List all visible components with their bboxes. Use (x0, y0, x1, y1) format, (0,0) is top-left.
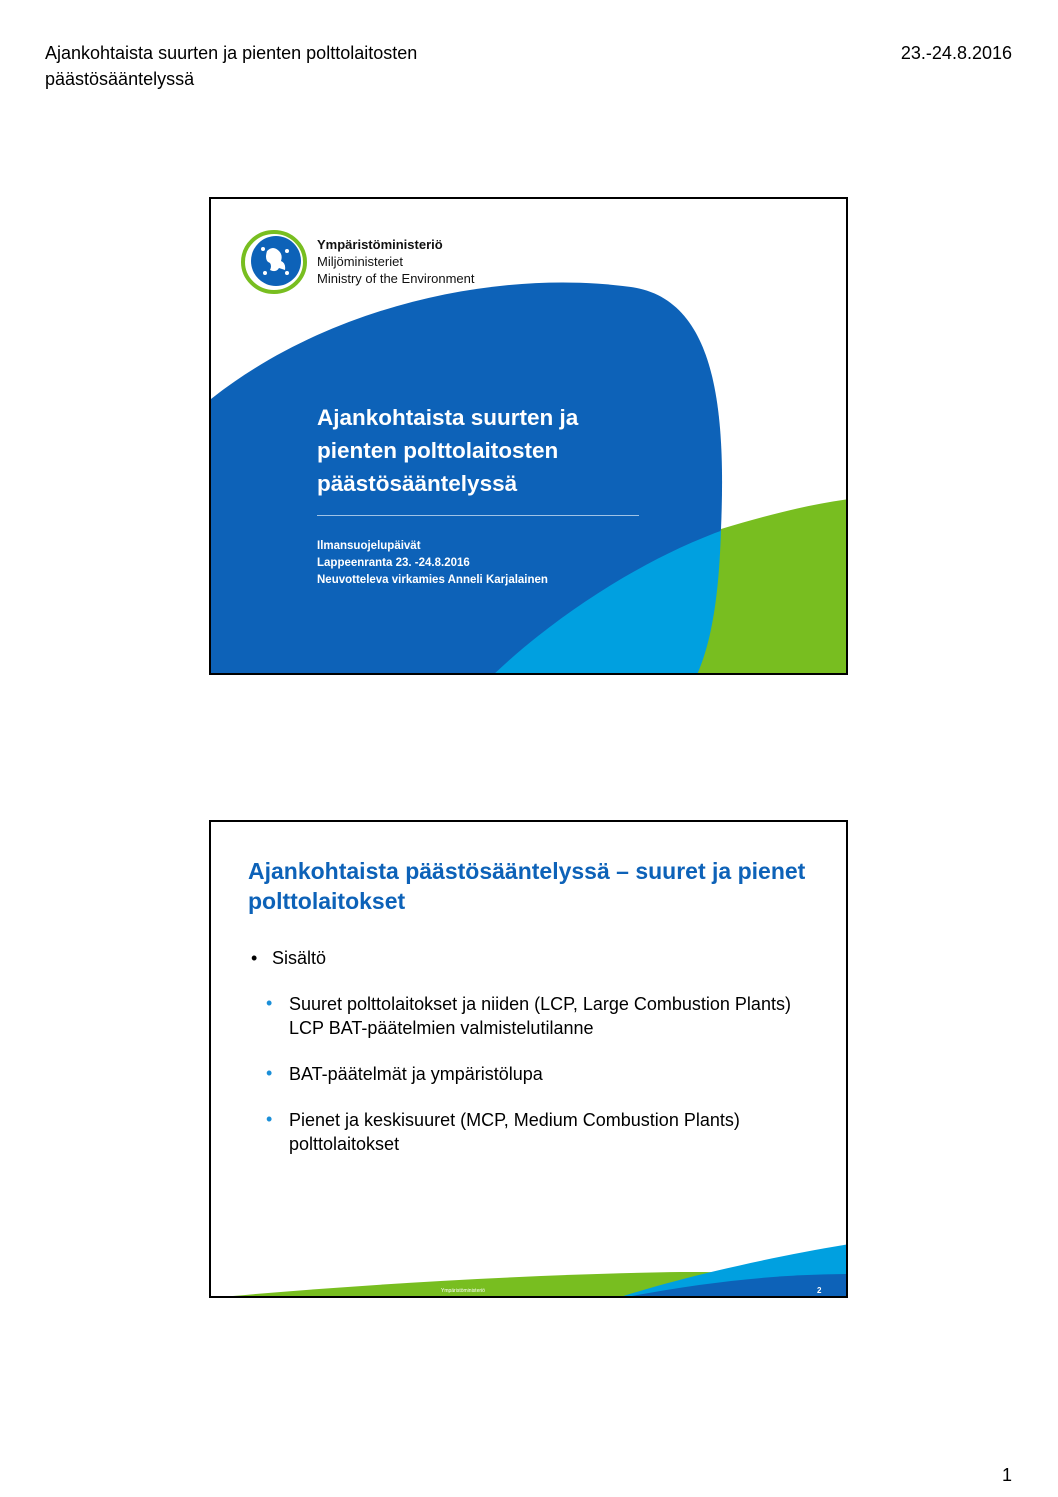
bullet-dot-icon: • (266, 1063, 273, 1083)
slide-1-subtitle (317, 538, 637, 589)
ministry-name-sv: Miljöministeriet (317, 254, 403, 269)
event-name: Ilmansuojelupäivät (317, 540, 421, 552)
ministry-name-fi: Ympäristöministeriö (317, 237, 443, 252)
presenter: Neuvotteleva virkamies Anneli Karjalainen (317, 574, 548, 586)
sub-bullet-text: Suuret polttolaitokset ja niiden (LCP, Large Combustion Plants) LCP BAT-päätelmien valmistelutilanne (289, 994, 791, 1038)
slide-1 (209, 197, 848, 675)
bullet-dot-icon: • (266, 993, 273, 1013)
slide-footer-text: Ympäristöministeriö (441, 1288, 485, 1294)
ministry-logo-text (317, 236, 475, 287)
slide-number: 2 (817, 1286, 822, 1295)
page-number: 1 (1001, 1465, 1012, 1485)
sub-bullet-text: BAT-päätelmät ja ympäristölupa (289, 1064, 543, 1084)
sub-bullet-text: Pienet ja keskisuuret (MCP, Medium Combustion Plants) polttolaitokset (289, 1110, 740, 1154)
event-place-date: Lappeenranta 23. -24.8.2016 (317, 557, 470, 569)
slide-1-title: Ajankohtaista suurten ja pienten polttolaitosten päästösääntelyssä (317, 405, 579, 496)
title-divider (317, 515, 639, 516)
slide-2-footer-wave (211, 822, 848, 1298)
page-header-date: 23.-24.8.2016 (900, 43, 1012, 63)
page-header-title: Ajankohtaista suurten ja pienten polttolaitosten päästösääntelyssä (45, 43, 418, 89)
bullet-dot-icon: • (266, 1109, 273, 1129)
slide-2-title: Ajankohtaista päästösääntelyssä – suuret ja pienet polttolaitokset (248, 858, 806, 914)
finnish-lion-emblem-icon (241, 229, 311, 295)
slide-2 (209, 820, 848, 1298)
ministry-name-en: Ministry of the Environment (317, 271, 475, 286)
bullet-item: • Sisältö (248, 946, 808, 970)
